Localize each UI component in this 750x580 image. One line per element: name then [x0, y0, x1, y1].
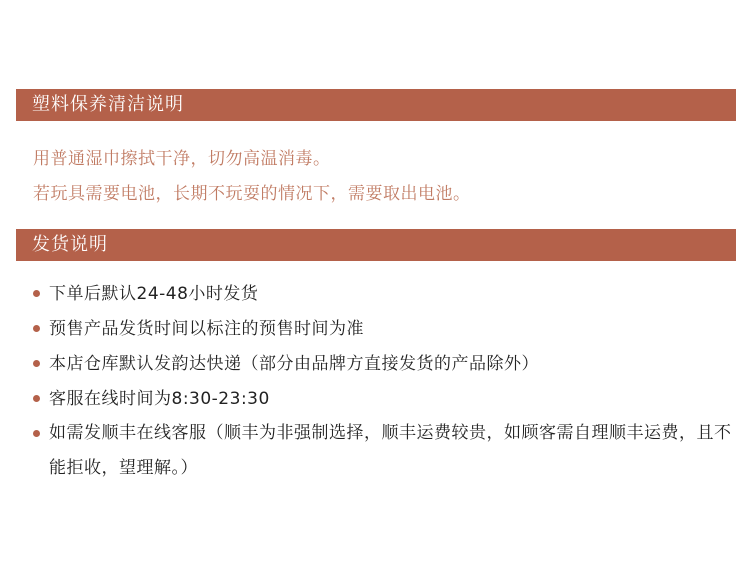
shipping-item-text: 如需发顺丰在线客服（顺丰为非强制选择，顺丰运费较贵，如顾客需自理顺丰运费，且不能拒收，望理解。）: [49, 423, 732, 478]
shipping-item-text: 预售产品发货时间以标注的预售时间为准: [49, 319, 364, 339]
shipping-item-text: 客服在线时间为8:30-23:30: [49, 389, 270, 409]
shipping-item-text: 本店仓库默认发韵达快递（部分由品牌方直接发货的产品除外）: [49, 354, 539, 374]
care-instruction-1: 用普通湿巾擦拭干净，切勿高温消毒。: [33, 149, 331, 169]
shipping-item: [0, 280, 750, 315]
shipping-item: [0, 385, 750, 420]
care-instruction-2: 若玩具需要电池，长期不玩耍的情况下，需要取出电池。: [33, 184, 471, 204]
plastic-care-title: 塑料保养清洁说明: [32, 94, 184, 115]
bullet-icon: [33, 430, 40, 437]
bullet-icon: [33, 325, 40, 332]
bullet-icon: [33, 360, 40, 367]
shipping-item: [0, 350, 750, 385]
shipping-title: 发货说明: [32, 234, 108, 255]
shipping-item-text: 下单后默认24-48小时发货: [49, 284, 259, 304]
bullet-icon: [33, 290, 40, 297]
shipping-list: [0, 280, 750, 478]
shipping-item: [0, 420, 750, 478]
shipping-header: [16, 229, 736, 261]
shipping-item: [0, 315, 750, 350]
bullet-icon: [33, 395, 40, 402]
plastic-care-header: [16, 89, 736, 121]
